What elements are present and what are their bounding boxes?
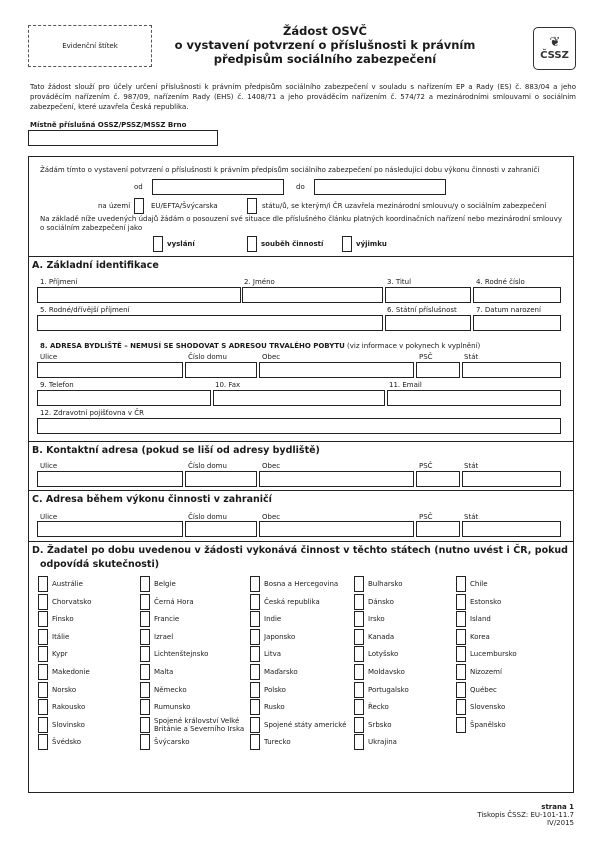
birth-date-field[interactable] <box>473 315 561 331</box>
prev-surname-label: 5. Rodné/dřívější příjmení <box>40 306 130 314</box>
country-label: Lucembursko <box>470 650 517 659</box>
abroad-country-field[interactable] <box>462 521 561 537</box>
country-label: Stát <box>464 462 479 470</box>
country-label: Slovinsko <box>52 720 85 729</box>
evidence-label-box <box>28 25 152 67</box>
country-checkbox[interactable] <box>38 629 48 645</box>
country-label: Finsko <box>52 615 74 624</box>
country-checkbox[interactable] <box>140 682 150 698</box>
title-line-2: o vystavení potvrzení o příslušnosti k právním <box>174 38 476 52</box>
from-label: od <box>134 183 143 191</box>
country-checkbox[interactable] <box>140 734 150 750</box>
country-checkbox[interactable] <box>354 717 364 733</box>
country-checkbox[interactable] <box>140 646 150 662</box>
country-checkbox[interactable] <box>456 699 466 715</box>
country-label: Austrálie <box>52 580 83 588</box>
country-checkbox[interactable] <box>354 646 364 662</box>
phone-field[interactable] <box>37 390 211 406</box>
country-checkbox[interactable] <box>38 664 48 680</box>
office-field[interactable] <box>28 130 218 146</box>
country-label: Rumunsko <box>154 703 191 712</box>
divider <box>28 256 574 257</box>
country-label: Ukrajina <box>368 738 397 747</box>
citizenship-label: 6. Státní příslušnost <box>387 306 457 314</box>
country-checkbox[interactable] <box>456 646 466 662</box>
residence-zip-field[interactable] <box>416 362 460 378</box>
country-label: Rusko <box>264 703 285 712</box>
country-label: Island <box>470 615 491 624</box>
house-number-label: Číslo domu <box>188 462 227 470</box>
street-label: Ulice <box>40 462 58 470</box>
leaf-icon: ❦ <box>549 35 560 50</box>
zip-label: PSČ <box>419 353 433 361</box>
country-label: Švédsko <box>52 738 82 747</box>
house-number-label: Číslo domu <box>188 353 227 361</box>
country-checkbox[interactable] <box>250 734 260 750</box>
country-checkbox[interactable] <box>456 576 466 592</box>
country-checkbox[interactable] <box>250 594 260 610</box>
country-checkbox[interactable] <box>250 664 260 680</box>
country-checkbox[interactable] <box>140 611 150 627</box>
section-d-title-line1: D. Žadatel po dobu uvedenou v žádosti vykonává činnost v těchto státech (nutno uvést i ČR, pokud <box>32 545 568 556</box>
country-label: Moldavsko <box>368 668 405 676</box>
country-checkbox[interactable] <box>38 594 48 610</box>
country-checkbox[interactable] <box>354 611 364 627</box>
intro-text: Tato žádost slouží pro účely určení příslušnosti k právním předpisům sociálního zabezpečení v souladu s nařízením EP a Rady (ES) č. 883/04 a jeho prováděcím nařízením č. 987/09, nařízením Rady (EHS) č. 1408/71 a jeho prováděcím nařízením č. 574/72 a mezinárodními smlouvami o sociálním zabezpečení, které uzavřela Česká republika. <box>30 83 576 111</box>
eu-efta-label: EU/EFTA/Švýcarska <box>151 202 218 210</box>
fax-label: 10. Fax <box>215 381 241 389</box>
country-label: Bosna a Hercegovina <box>264 580 339 588</box>
to-date-field[interactable] <box>314 179 446 195</box>
zip-label: PSČ <box>419 513 433 521</box>
country-label: Japonsko <box>264 632 296 641</box>
residence-address-note: (viz informace v pokynech k vyplnění) <box>347 342 481 350</box>
country-label: Česká republika <box>264 597 320 606</box>
section-d-title-line2: odpovídá skutečnosti) <box>40 559 160 570</box>
country-label: Řecko <box>368 703 389 712</box>
country-checkbox[interactable] <box>354 576 364 592</box>
country-checkbox[interactable] <box>456 629 466 645</box>
country-checkbox[interactable] <box>250 699 260 715</box>
country-checkbox[interactable] <box>140 664 150 680</box>
office-label: Místně příslušná OSSZ/PSSZ/MSSZ Brno <box>30 121 187 129</box>
cssz-logo <box>533 27 576 70</box>
email-label: 11. Email <box>389 381 422 389</box>
country-checkbox[interactable] <box>354 664 364 680</box>
country-label: Kanada <box>368 632 395 641</box>
birth-number-label: 4. Rodné číslo <box>476 278 525 286</box>
abroad-house-number-field[interactable] <box>185 521 257 537</box>
surname-field[interactable] <box>37 287 241 303</box>
country-checkbox[interactable] <box>140 699 150 715</box>
country-label: Portugalsko <box>368 685 409 694</box>
country-label: Polsko <box>264 685 286 694</box>
request-text: Žádám tímto o vystavení potvrzení o příslušnosti k právním předpisům sociálního zabezpečení po následující dobu výkonu činnosti v zahraničí <box>40 166 540 174</box>
insurer-field[interactable] <box>37 418 561 434</box>
country-checkbox[interactable] <box>250 717 260 733</box>
country-checkbox[interactable] <box>38 734 48 750</box>
abroad-city-field[interactable] <box>259 521 414 537</box>
divider <box>28 441 574 442</box>
country-label: Francie <box>154 615 180 624</box>
residence-country-field[interactable] <box>462 362 561 378</box>
country-checkbox[interactable] <box>250 682 260 698</box>
country-checkbox[interactable] <box>250 576 260 592</box>
country-label: Černá Hora <box>154 597 194 606</box>
concurrent-label: souběh činností <box>261 240 324 248</box>
section-c-title: C. Adresa během výkonu činnosti v zahraničí <box>32 494 272 505</box>
country-label: Izrael <box>154 632 174 641</box>
country-checkbox[interactable] <box>140 717 150 733</box>
country-label: Stát <box>464 513 479 521</box>
country-label: Maďarsko <box>264 668 298 676</box>
house-number-label: Číslo domu <box>188 513 227 521</box>
phone-label: 9. Telefon <box>40 381 74 389</box>
country-label: Litva <box>264 650 282 659</box>
citizenship-field[interactable] <box>385 315 471 331</box>
contact-zip-field[interactable] <box>416 471 460 487</box>
treaty-state-label: státu/ů, se kterým/i ČR uzavřela mezinárodní smlouvu/y o sociálním zabezpečení <box>262 202 547 210</box>
country-label: Španělsko <box>470 720 506 729</box>
country-checkbox[interactable] <box>456 594 466 610</box>
country-checkbox[interactable] <box>38 646 48 662</box>
insurer-label: 12. Zdravotní pojišťovna v ČR <box>40 409 145 417</box>
section-b-title: B. Kontaktní adresa (pokud se liší od adresy bydliště) <box>32 445 320 456</box>
residence-address-title: 8. ADRESA BYDLIŠTĚ – NEMUSÍ SE SHODOVAT S ADRESOU TRVALÉHO POBYTU <box>40 342 345 350</box>
checkbox-treaty-state[interactable] <box>247 198 257 214</box>
divider <box>28 490 574 491</box>
country-label: Irsko <box>368 615 385 624</box>
country-label: Spojené státy americké <box>264 720 347 729</box>
territory-label: na území <box>98 202 131 210</box>
country-label: Stát <box>464 353 479 361</box>
checkbox-posting[interactable] <box>153 236 163 252</box>
country-checkbox[interactable] <box>38 576 48 592</box>
name-label: 2. Jméno <box>244 278 275 286</box>
country-label: Makedonie <box>52 668 90 676</box>
country-label: Bulharsko <box>368 580 403 588</box>
country-checkbox[interactable] <box>354 629 364 645</box>
country-label: Spojené království Velké Británie a Severního Irska <box>154 716 245 733</box>
street-label: Ulice <box>40 513 58 521</box>
form-title <box>160 24 490 66</box>
country-checkbox[interactable] <box>140 576 150 592</box>
residence-house-number-field[interactable] <box>185 362 257 378</box>
page-number: strana 1 <box>541 803 574 811</box>
abroad-street-field[interactable] <box>37 521 183 537</box>
birth-number-field[interactable] <box>473 287 561 303</box>
country-label: Itálie <box>52 632 70 641</box>
surname-label: 1. Příjmení <box>40 278 78 286</box>
country-checkbox[interactable] <box>250 629 260 645</box>
prev-surname-field[interactable] <box>37 315 383 331</box>
country-label: Estonsko <box>470 597 502 606</box>
country-label: Srbsko <box>368 720 392 729</box>
country-checkbox[interactable] <box>38 611 48 627</box>
country-checkbox[interactable] <box>354 594 364 610</box>
degree-field[interactable] <box>385 287 471 303</box>
from-date-field[interactable] <box>152 179 284 195</box>
posting-label: vyslání <box>167 240 195 248</box>
contact-country-field[interactable] <box>462 471 561 487</box>
checkbox-concurrent[interactable] <box>247 236 257 252</box>
contact-city-field[interactable] <box>259 471 414 487</box>
evidence-label: Evidenční štítek <box>62 42 118 50</box>
country-label: Norsko <box>52 685 77 694</box>
country-checkbox[interactable] <box>250 646 260 662</box>
country-checkbox[interactable] <box>38 717 48 733</box>
country-checkbox[interactable] <box>38 682 48 698</box>
country-label: Belgie <box>154 580 176 588</box>
basis-text: Na základě níže uvedených údajů žádám o posouzení své situace dle příslušného článku platných koordinačních nařízení nebo mezinárodní smlouvy o sociálním zabezpečení jako <box>40 215 562 232</box>
divider <box>28 541 574 542</box>
contact-street-field[interactable] <box>37 471 183 487</box>
footer <box>477 803 574 827</box>
section-a-title: A. Základní identifikace <box>32 260 159 271</box>
abroad-zip-field[interactable] <box>416 521 460 537</box>
country-label: Malta <box>154 668 174 676</box>
country-label: Québec <box>470 685 497 694</box>
country-checkbox[interactable] <box>456 717 466 733</box>
country-label: Chorvatsko <box>52 597 92 606</box>
country-label: Rakousko <box>52 703 86 712</box>
checkbox-eu-efta[interactable] <box>134 198 144 214</box>
form-date: IV/2015 <box>546 819 574 827</box>
country-checkbox[interactable] <box>250 611 260 627</box>
country-label: Indie <box>264 615 282 624</box>
city-label: Obec <box>262 462 281 470</box>
to-label: do <box>296 183 305 191</box>
city-label: Obec <box>262 513 281 521</box>
fax-field[interactable] <box>213 390 385 406</box>
degree-label: 3. Titul <box>387 278 412 286</box>
country-label: Turecko <box>264 738 291 747</box>
country-checkbox[interactable] <box>354 682 364 698</box>
country-checkbox[interactable] <box>456 664 466 680</box>
residence-street-field[interactable] <box>37 362 183 378</box>
city-label: Obec <box>262 353 281 361</box>
country-label: Lichtenštejnsko <box>154 650 209 659</box>
country-label: Korea <box>470 632 490 641</box>
email-field[interactable] <box>387 390 561 406</box>
name-field[interactable] <box>242 287 383 303</box>
country-label: Nizozemí <box>470 668 502 676</box>
title-line-3: předpisům sociálního zabezpečení <box>213 52 437 66</box>
country-checkbox[interactable] <box>38 699 48 715</box>
country-label: Chile <box>470 580 488 588</box>
country-checkbox[interactable] <box>456 682 466 698</box>
checkbox-exception[interactable] <box>342 236 352 252</box>
birth-date-label: 7. Datum narození <box>476 306 541 314</box>
zip-label: PSČ <box>419 462 433 470</box>
country-label: Německo <box>154 685 187 694</box>
country-label: Lotyšsko <box>368 650 399 659</box>
contact-house-number-field[interactable] <box>185 471 257 487</box>
country-label: Švýcarsko <box>154 738 190 747</box>
country-label: Dánsko <box>368 597 394 606</box>
form-number: Tiskopis ČSSZ: EU-101-11.7 <box>477 811 574 819</box>
country-checkbox[interactable] <box>354 734 364 750</box>
country-checkbox[interactable] <box>354 699 364 715</box>
title-line-1: Žádost OSVČ <box>283 24 367 38</box>
country-checkbox[interactable] <box>456 611 466 627</box>
logo-text: ČSSZ <box>540 50 569 61</box>
exception-label: výjimku <box>356 240 387 248</box>
country-label: Slovensko <box>470 703 506 712</box>
residence-address-heading <box>40 342 480 351</box>
country-checkbox[interactable] <box>140 629 150 645</box>
country-label: Kypr <box>52 650 68 659</box>
street-label: Ulice <box>40 353 58 361</box>
country-checkbox[interactable] <box>140 594 150 610</box>
residence-city-field[interactable] <box>259 362 414 378</box>
